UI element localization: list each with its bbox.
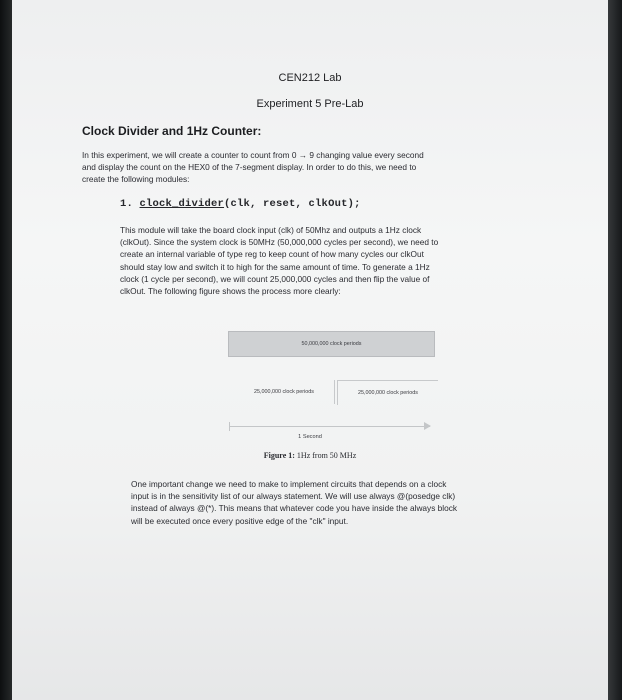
module-desc-line: clkOut. The following figure shows the process more clearly: [120,286,341,297]
note-line: One important change we need to make to implement circuits that depends on a clock [131,479,447,489]
figure-high-half [337,380,438,405]
note-paragraph [131,478,571,527]
module-args: (clk, reset, clkOut); [224,198,361,210]
module-number: 1. [120,198,134,210]
figure-arrow-head-icon [424,422,431,430]
figure-total-period-box [228,331,435,357]
note-line: input is in the sensitivity list of our always statement. We will use always @(posedge clk) [131,491,456,502]
section-title: Clock Divider and 1Hz Counter: [82,124,262,138]
figure-duration-label: 1 Second [298,434,322,440]
note-line: will be executed once every positive edge of the "clk" input. [131,515,349,526]
desk-edge-right [606,0,622,700]
document-page [12,0,608,700]
module-desc-line: should stay low and switch it to high for the same amount of time. To generate a 1Hz [120,261,430,272]
figure-caption-text: 1Hz from 50 MHz [296,451,357,460]
intro-paragraph [82,149,424,186]
figure-low-label: 25,000,000 clock periods [254,389,314,395]
figure-high-label: 25,000,000 clock periods [358,390,418,396]
module-desc-line: clock (1 cycle per second), we will count 25,000,000 cycles and then flip the value of [120,273,430,284]
figure-low-half [234,380,335,404]
module-desc-line: create an internal variable of type reg to keep count of how many cycles our clkOut [120,249,424,260]
intro-line: and display the count on the HEX0 of the 7-segment display. In order to do this, we need to [82,162,417,173]
module-desc-line: This module will take the board clock input (clk) of 50Mhz and outputs a 1Hz clock [120,225,422,235]
module-description [120,224,550,297]
module-signature [120,198,361,210]
experiment-title: Experiment 5 Pre-Lab [256,98,364,110]
note-line: instead of always @(*). This means that whatever code you have inside the always block [131,503,458,514]
figure-caption-label: Figure 1: [263,451,295,460]
course-title: CEN212 Lab [278,72,342,84]
module-name: clock_divider [139,198,225,210]
figure-arrow-line [230,426,430,427]
intro-line: In this experiment, we will create a counter to count from 0 → 9 changing value every second [82,150,424,160]
intro-line: create the following modules: [82,174,190,185]
figure-total-label: 50,000,000 clock periods [301,341,362,347]
figure-caption [12,451,608,460]
module-desc-line: (clkOut). Since the system clock is 50MHz (50,000,000 cycles per second), we need to [120,237,439,248]
